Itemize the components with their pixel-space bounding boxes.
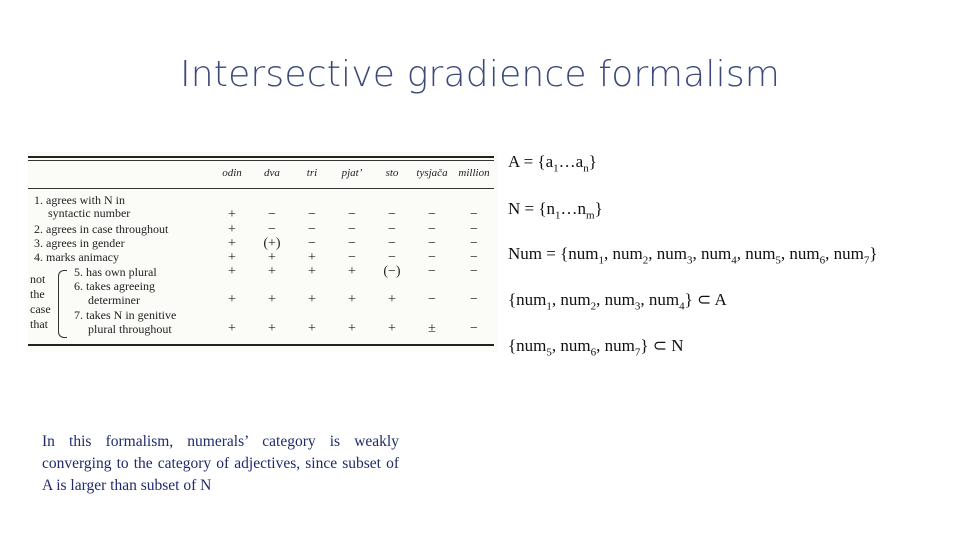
cell: − [388, 207, 396, 222]
cell: − [428, 292, 436, 307]
formula-subset-n: {num$_5$, num$_6$, num$_7$} ⊂ N [508, 336, 684, 359]
cell: + [228, 321, 236, 336]
cell: + [228, 250, 236, 265]
brace-icon [58, 270, 67, 338]
cell: − [470, 236, 478, 251]
cell: − [388, 236, 396, 251]
cell: − [470, 222, 478, 237]
row-label-not: not [30, 272, 46, 286]
col-pjat: pjat’ [341, 167, 363, 179]
row-label-3: 3. agrees in gender [34, 236, 125, 250]
cell: − [348, 236, 356, 251]
cell: − [470, 207, 478, 222]
table-top-rule-2 [28, 160, 494, 161]
col-tri: tri [306, 167, 318, 179]
row-label-6a: 6. takes agreeing [74, 279, 155, 293]
row-label-the: the [30, 287, 45, 301]
row-label-1a: 1. agrees with N in [34, 193, 125, 207]
cell: + [268, 250, 276, 265]
formula-num-set: Num = {num$_1$, num$_2$, num$_3$, num$_4$, num$_5$, num$_6$, num$_7$} [508, 244, 878, 267]
cell: + [308, 321, 316, 336]
cell: + [228, 264, 236, 279]
cell: − [428, 264, 436, 279]
cell: − [388, 250, 396, 265]
table-header-rule [28, 188, 494, 189]
cell: + [348, 292, 356, 307]
cell: − [348, 207, 356, 222]
formula-n-set: $N = \{n_1\dots n_m\}$ [508, 199, 603, 222]
col-tysjaca: tysjača [416, 167, 448, 179]
cell: − [470, 321, 478, 336]
row-label-7b: plural throughout [88, 322, 172, 336]
cell: + [268, 321, 276, 336]
cell: − [268, 207, 276, 222]
cell: + [388, 292, 396, 307]
cell: − [428, 207, 436, 222]
slide-title: Intersective gradience formalism [179, 54, 781, 95]
cell: + [228, 292, 236, 307]
cell: + [228, 222, 236, 237]
cell: + [308, 292, 316, 307]
formula-subset-a: {num$_1$, num$_2$, num$_3$, num$_4$} ⊂ A [508, 290, 727, 313]
cell: − [428, 250, 436, 265]
col-sto: sto [385, 167, 399, 179]
row-label-7a: 7. takes N in genitive [74, 308, 177, 322]
cell: (+) [263, 236, 281, 251]
cell: − [308, 236, 316, 251]
row-label-that: that [30, 317, 48, 331]
cell: − [348, 250, 356, 265]
col-odin: odin [222, 167, 242, 179]
cell: − [470, 292, 478, 307]
caption-text: In this formalism, numerals’ category is weakly converging to the category of adjectives, since subset of A is larger than subset of N [42, 433, 399, 494]
cell: + [228, 236, 236, 251]
cell: + [228, 207, 236, 222]
cell: (−) [383, 264, 401, 279]
cell: − [470, 264, 478, 279]
table-bottom-rule [28, 344, 494, 346]
cell: + [268, 264, 276, 279]
cell: + [268, 292, 276, 307]
cell: − [348, 222, 356, 237]
row-label-2: 2. agrees in case throughout [34, 222, 169, 236]
row-label-4: 4. marks animacy [34, 250, 119, 264]
cell: + [348, 264, 356, 279]
row-label-6b: determiner [88, 293, 140, 307]
cell: − [268, 222, 276, 237]
cell: − [470, 250, 478, 265]
row-label-1b: syntactic number [48, 206, 131, 220]
row-label-case: case [30, 302, 51, 316]
cell: − [428, 236, 436, 251]
cell: + [388, 321, 396, 336]
cell: − [388, 222, 396, 237]
table-top-rule [28, 156, 494, 158]
cell: − [428, 222, 436, 237]
cell: + [308, 264, 316, 279]
cell: ± [428, 321, 436, 336]
row-label-5: 5. has own plural [74, 265, 157, 279]
col-million: million [458, 167, 490, 179]
cell: − [308, 207, 316, 222]
col-dva: dva [264, 167, 280, 179]
feature-table [28, 152, 498, 352]
cell: + [308, 250, 316, 265]
cell: + [348, 321, 356, 336]
cell: − [308, 222, 316, 237]
formula-a-set: $A = \{a_1\dots a_n\}$ [508, 152, 597, 175]
